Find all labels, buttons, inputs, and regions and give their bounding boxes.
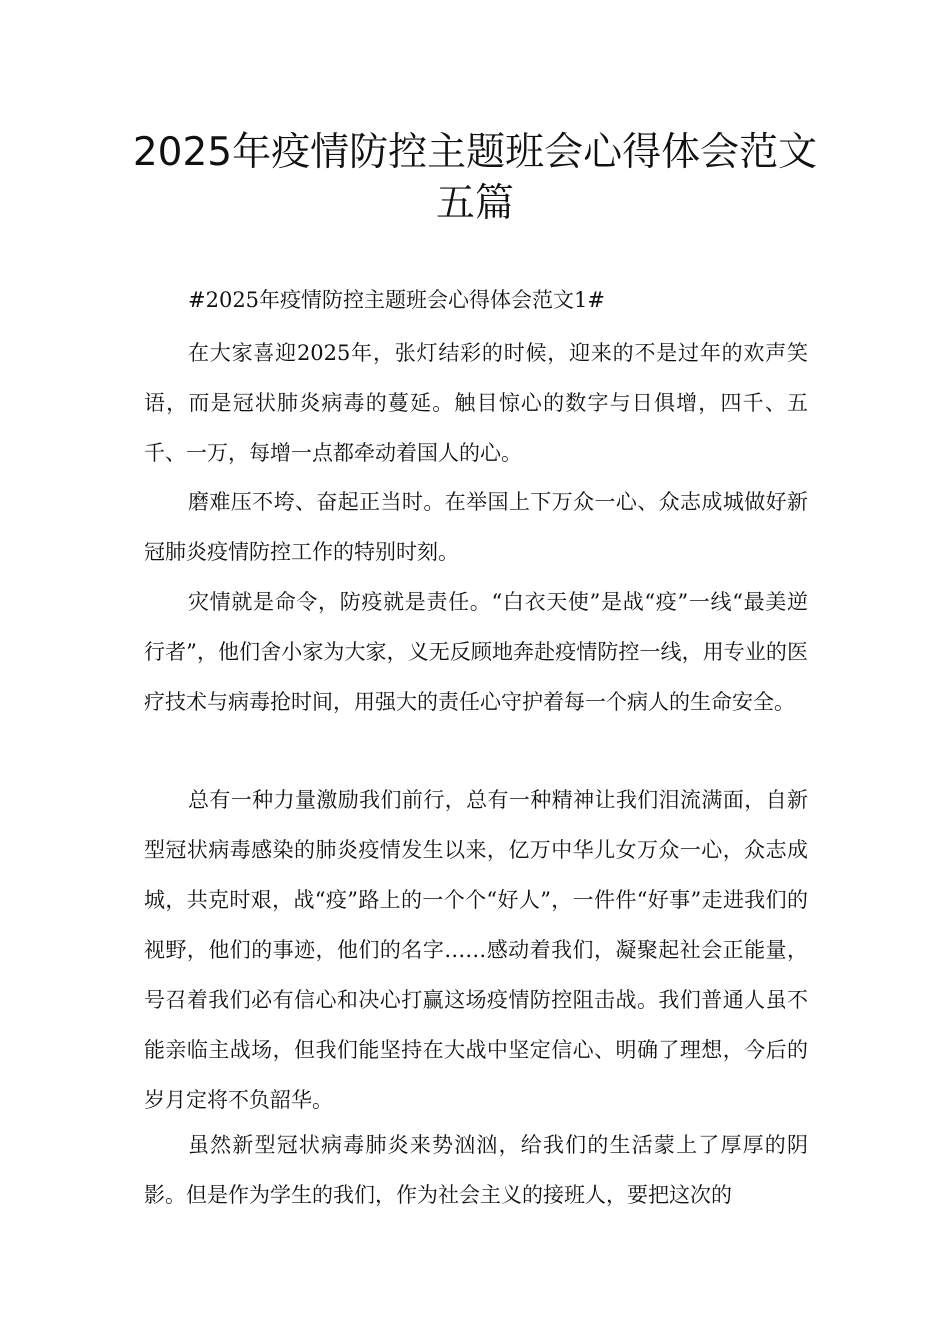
paragraph-1: 在大家喜迎2025年，张灯结彩的时候，迎来的不是过年的欢声笑语，而是冠状肺炎病毒的蔓延。触目惊心的数字与日俱增，四千、五千、一万，每增一点都牵动着国人的心。 [144, 341, 808, 465]
document-title-line-2: 五篇 [435, 181, 514, 226]
section-heading: #2025年疫情防控主题班会心得体会范文1# [188, 288, 605, 312]
paragraph-3: 灾情就是命令，防疫就是责任。“白衣天使”是战“疫”一线“最美逆行者”，他们舍小家为大家，义无反顾地奔赴疫情防控一线，用专业的医疗技术与病毒抢时间，用强大的责任心守护着每一个病人的生命安全。 [144, 590, 808, 714]
paragraph-5: 虽然新型冠状病毒肺炎来势汹汹，给我们的生活蒙上了厚厚的阴影。但是作为学生的我们，作为社会主义的接班人，要把这次的 [144, 1133, 808, 1207]
paragraph-2: 磨难压不垮、奋起正当时。在举国上下万众一心、众志成城做好新冠肺炎疫情防控工作的特别时刻。 [144, 490, 808, 564]
paragraph-4: 总有一种力量激励我们前行，总有一种精神让我们泪流满面，自新型冠状病毒感染的肺炎疫情发生以来，亿万中华儿女万众一心，众志成城，共克时艰，战“疫”路上的一个个“好人”，一件件“好事”走进我们的视野，他们的事迹，他们的名字……感动着我们，凝聚起社会正能量，号召着我们必有信心和决心打赢这场疫情防控阻击战。我们普通人虽不能亲临主战场，但我们能坚持在大战中坚定信心、明确了理想，今后的岁月定将不负韶华。 [144, 788, 808, 1112]
document-title-line-1: 2025年疫情防控主题班会心得体会范文 [132, 130, 818, 175]
